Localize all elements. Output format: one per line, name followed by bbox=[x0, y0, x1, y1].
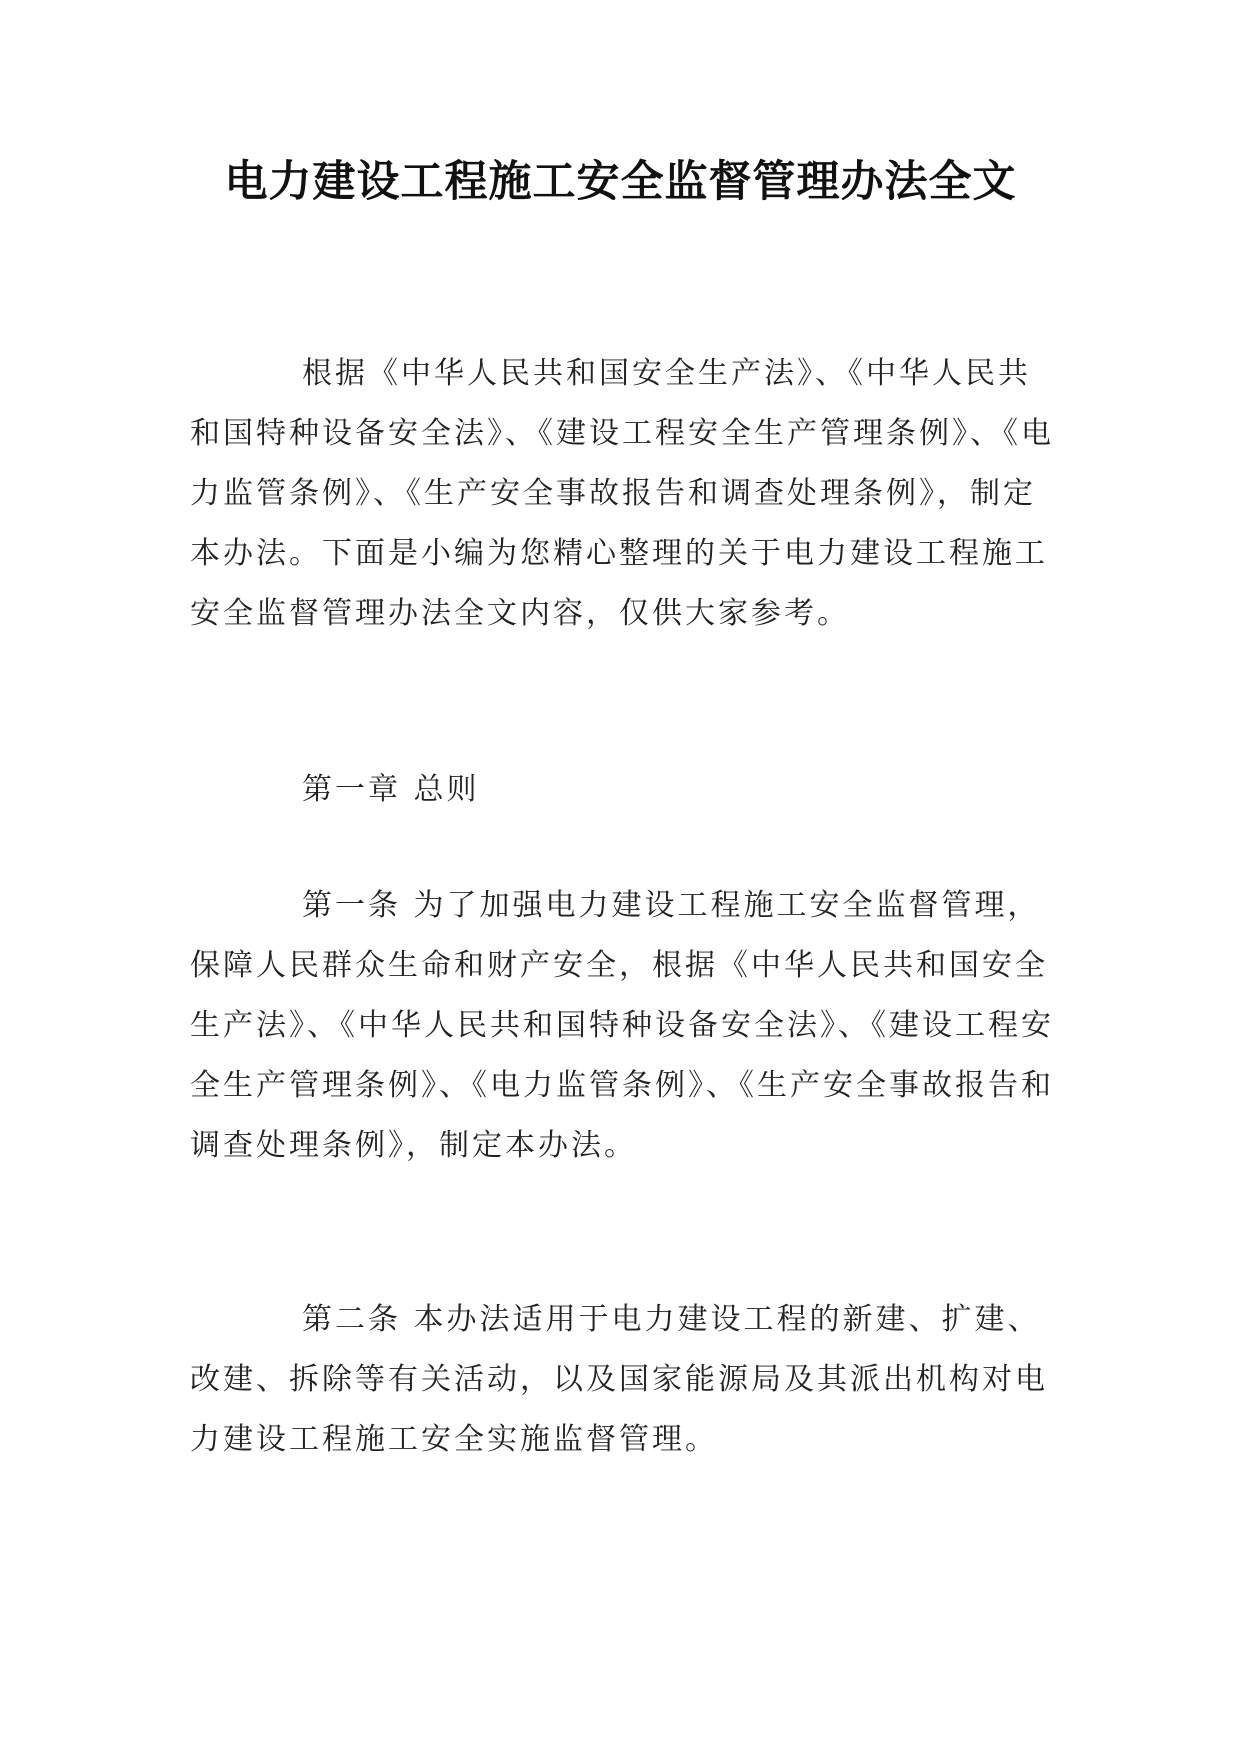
article-2-paragraph: 第二条 本办法适用于电力建设工程的新建、扩建、改建、拆除等有关活动，以及国家能源局及其派出机构对电力建设工程施工安全实施监督管理。 bbox=[190, 1302, 1048, 1457]
document-title: 电力建设工程施工安全监督管理办法全文 bbox=[224, 157, 1017, 207]
article-1-paragraph: 第一条 为了加强电力建设工程施工安全监督管理，保障人民群众生命和财产安全，根据《中华人民共和国安全生产法》、《中华人民共和国特种设备安全法》、《建设工程安全生产管理条例》、《电力监管条例》、《生产安全事故报告和调查处理条例》，制定本办法。 bbox=[190, 888, 1054, 1163]
chapter-heading: 第一章 总则 bbox=[302, 772, 480, 807]
intro-paragraph: 根据《中华人民共和国安全生产法》、《中华人民共和国特种设备安全法》、《建设工程安全生产管理条例》、《电力监管条例》、《生产安全事故报告和调查处理条例》，制定本办法。下面是小编为您精心整理的关于电力建设工程施工安全监督管理办法全文内容，仅供大家参考。 bbox=[190, 356, 1054, 631]
